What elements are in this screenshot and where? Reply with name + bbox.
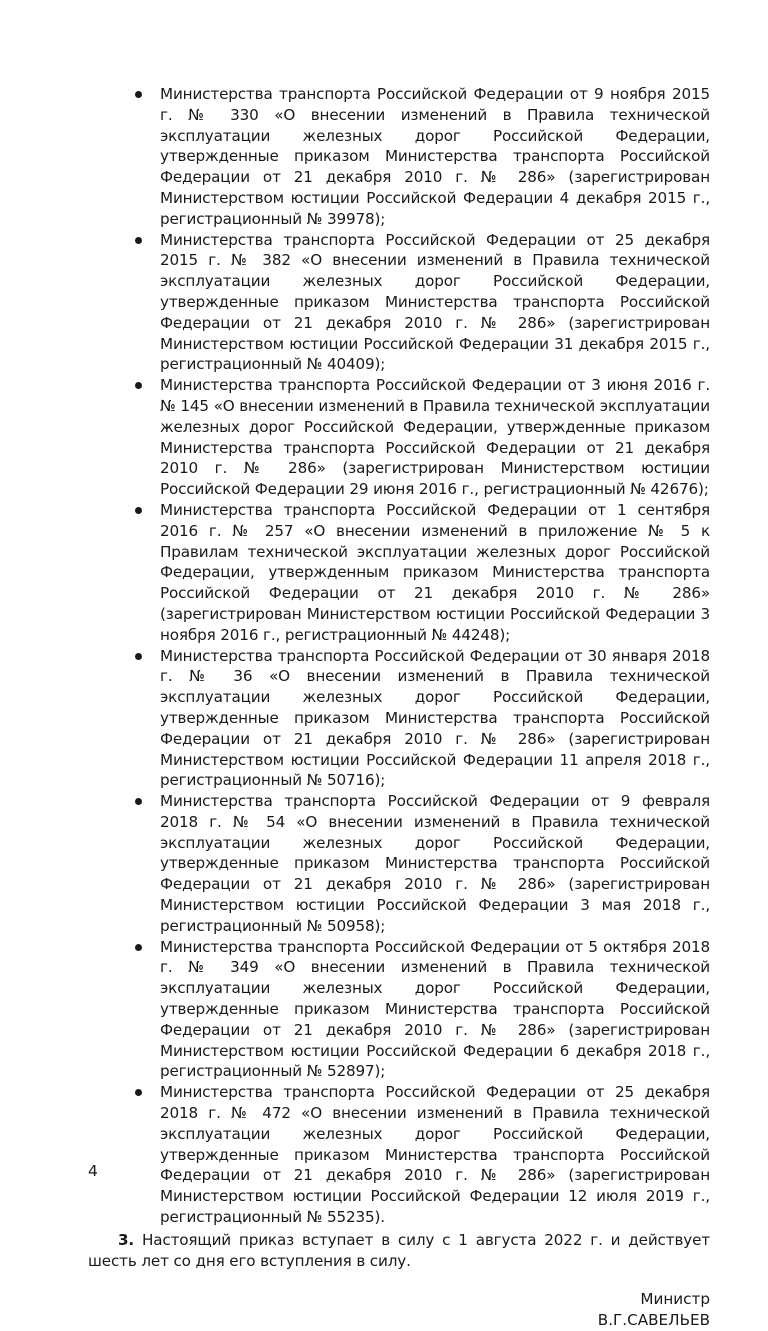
list-item-text: Министерства транспорта Российской Федерации от 1 сентября 2016 г. № 257 «О внесении изменений в приложение № 5 к Правилам технической эксплуатации железных дорог Российской Федерации, утвержденным приказом Министерства транспорта Российской Федерации от 21 декабря 2010 г. № 286» (зарегистрирован Министерством юстиции Российской Федерации 3 ноября 2016 г., регистрационный № 44248); [160,500,710,644]
clause-paragraph [88,1230,710,1272]
list-item [88,791,710,937]
document-page [88,84,710,1331]
bullet-icon [135,944,142,951]
bullet-icon [135,1089,142,1096]
bullet-icon [135,382,142,389]
list-item-text: Министерства транспорта Российской Федерации от 9 ноября 2015 г. № 330 «О внесении изменений в Правила технической эксплуатации железных дорог Российской Федерации, утвержденные приказом Министерства транспорта Российской Федерации от 21 декабря 2010 г. № 286» (зарегистрирован Министерством юстиции Российской Федерации 4 декабря 2015 г., регистрационный № 39978); [160,85,710,228]
bullet-icon [135,798,142,805]
page-number: 4 [88,1162,98,1180]
list-item-text: Министерства транспорта Российской Федерации от 5 октября 2018 г. № 349 «О внесении изменений в Правила технической эксплуатации железных дорог Российской Федерации, утвержденные приказом Министерства транспорта Российской Федерации от 21 декабря 2010 г. № 286» (зарегистрирован Министерством юстиции Российской Федерации 6 декабря 2018 г., регистрационный № 52897); [160,937,710,1081]
signature-block [88,1289,710,1331]
list-item-text: Министерства транспорта Российской Федерации от 30 января 2018 г. № 36 «О внесении изменений в Правила технической эксплуатации железных дорог Российской Федерации, утвержденные приказом Министерства транспорта Российской Федерации от 21 декабря 2010 г. № 286» (зарегистрирован Министерством юстиции Российской Федерации 11 апреля 2018 г., регистрационный № 50716); [160,646,710,790]
bullet-icon [135,653,142,660]
clause-number: 3. [118,1230,135,1249]
list-item-text: Министерства транспорта Российской Федерации от 9 февраля 2018 г. № 54 «О внесении изменений в Правила технической эксплуатации железных дорог Российской Федерации, утвержденные приказом Министерства транспорта Российской Федерации от 21 декабря 2010 г. № 286» (зарегистрирован Министерством юстиции Российской Федерации 3 мая 2018 г., регистрационный № 50958); [160,792,710,935]
orders-list [88,84,710,1228]
list-item [88,375,710,500]
list-item-text: Министерства транспорта Российской Федерации от 3 июня 2016 г. № 145 «О внесении изменений в Правила технической эксплуатации железных дорог Российской Федерации, утвержденные приказом Министерства транспорта Российской Федерации от 21 декабря 2010 г. № 286» (зарегистрирован Министерством юстиции Российской Федерации 29 июня 2016 г., регистрационный № 42676); [160,376,710,499]
list-item [88,646,710,792]
bullet-icon [135,91,142,98]
list-item-text: Министерства транспорта Российской Федерации от 25 декабря 2015 г. № 382 «О внесении изменений в Правила технической эксплуатации железных дорог Российской Федерации, утвержденные приказом Министерства транспорта Российской Федерации от 21 декабря 2010 г. № 286» (зарегистрирован Министерством юстиции Российской Федерации 31 декабря 2015 г., регистрационный № 40409); [160,230,710,374]
list-item [88,937,710,1083]
signatory-position: Министр [640,1290,710,1309]
list-item [88,84,710,230]
list-item [88,500,710,646]
bullet-icon [135,237,142,244]
list-item-text: Министерства транспорта Российской Федерации от 25 декабря 2018 г. № 472 «О внесении изменений в Правила технической эксплуатации железных дорог Российской Федерации, утвержденные приказом Министерства транспорта Российской Федерации от 21 декабря 2010 г. № 286» (зарегистрирован Министерством юстиции Российской Федерации 12 июля 2019 г., регистрационный № 55235). [160,1083,710,1227]
bullet-icon [135,507,142,514]
list-item [88,230,710,376]
clause-text: Настоящий приказ вступает в силу с 1 августа 2022 г. и действует шесть лет со дня его вступления в силу. [88,1230,710,1270]
signatory-name: В.Г.САВЕЛЬЕВ [597,1311,710,1330]
list-item [88,1082,710,1228]
